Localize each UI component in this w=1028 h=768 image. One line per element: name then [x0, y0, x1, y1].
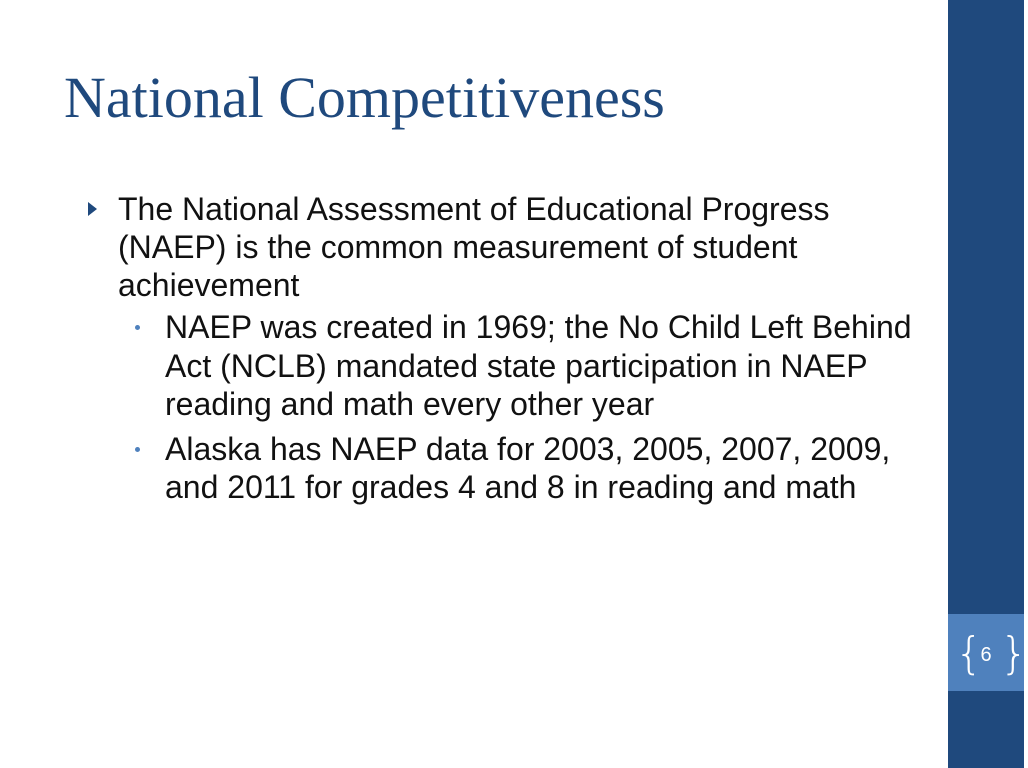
right-brace-icon: } [1000, 628, 1028, 679]
sub-bullet-list [84, 308, 934, 507]
left-brace-icon: { [955, 628, 983, 679]
sub-bullet-text: NAEP was created in 1969; the No Child Left Behind Act (NCLB) mandated state participation in NAEP reading and math every other year [165, 309, 912, 422]
bullet-item [84, 190, 934, 304]
bullet-text: The National Assessment of Educational Progress (NAEP) is the common measurement of student achievement [118, 191, 830, 303]
sub-bullet-text: Alaska has NAEP data for 2003, 2005, 2007, 2009, and 2011 for grades 4 and 8 in reading and math [165, 430, 891, 505]
dot-bullet-icon [135, 325, 140, 330]
slide-title: National Competitiveness [64, 65, 665, 130]
sub-bullet-item [131, 430, 934, 507]
arrow-bullet-icon [88, 202, 97, 216]
slide-content [84, 190, 934, 513]
page-number: 6 [980, 644, 992, 666]
sub-bullet-item [131, 308, 934, 424]
dot-bullet-icon [135, 447, 140, 452]
